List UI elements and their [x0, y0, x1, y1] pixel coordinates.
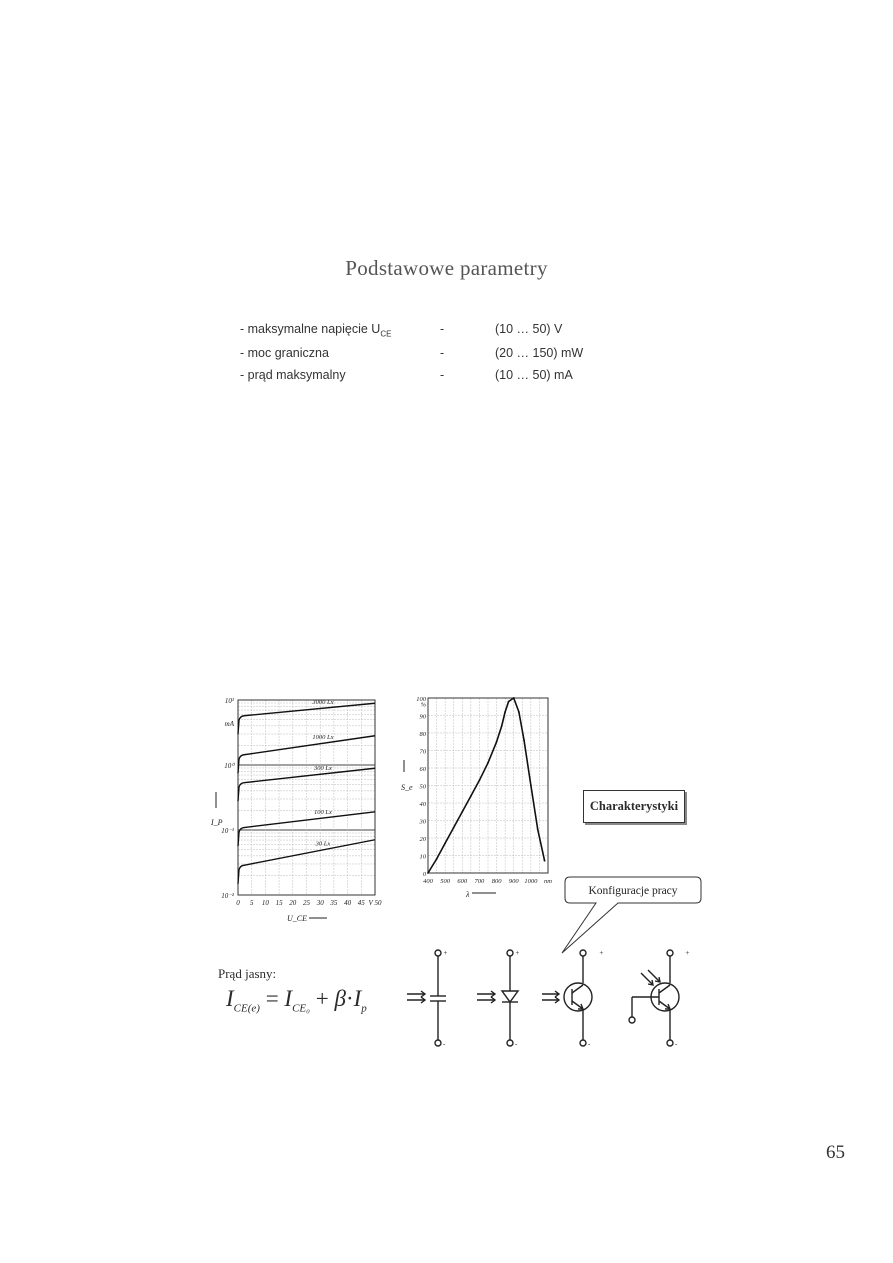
series-label: 3000 Lx	[312, 699, 334, 707]
param-label: - prąd maksymalny	[240, 368, 346, 382]
x-tick-label: 800	[491, 878, 502, 885]
page-title: Podstawowe parametry	[345, 256, 548, 280]
data-point	[479, 779, 481, 781]
x-tick-label: V 50	[368, 899, 382, 907]
bright-current-formula: $I_{CE(e)} = I_{CE_0} + \beta\cdot I_p$	[226, 986, 367, 1015]
y-tick-label: 0	[422, 871, 426, 878]
series-label: 30 Lx	[315, 840, 331, 848]
param-label: - maksymalne napięcie $U_{CE}$	[240, 322, 392, 339]
x-tick-label: 600	[457, 878, 468, 885]
data-point	[544, 860, 546, 862]
x-tick-label: 40	[344, 899, 352, 907]
series-label: 1000 Lx	[312, 734, 334, 742]
series-line	[238, 812, 375, 846]
y-tick-label: 20	[419, 836, 426, 843]
x-tick-label: 400	[423, 878, 433, 885]
y-tick-label: 40	[419, 801, 426, 808]
y-tick-label: 10⁰	[224, 762, 234, 770]
x-tick-label: 25	[303, 899, 310, 907]
output-characteristic-chart	[205, 690, 405, 935]
configurations-label: Konfiguracje pracy	[588, 885, 678, 897]
data-point	[501, 725, 503, 727]
bright-current-label: Prąd jasny:	[218, 966, 277, 981]
x-axis-label: λ	[466, 890, 470, 899]
x-tick-label: 45	[357, 899, 365, 907]
page-number: 65	[826, 1142, 845, 1163]
y-tick-label: 30	[419, 818, 426, 826]
data-point	[453, 827, 455, 829]
phototransistor-symbol	[542, 950, 592, 1046]
param-dash: -	[440, 368, 445, 382]
phototransistor-base-symbol	[629, 950, 679, 1046]
data-point	[427, 872, 429, 874]
series-label: 300 Lx	[314, 764, 332, 772]
x-tick-label: 0	[236, 899, 240, 907]
data-point	[518, 711, 520, 713]
data-point	[523, 739, 525, 741]
y-axis-label: S_e	[401, 783, 413, 792]
y-unit-label: %	[420, 701, 426, 709]
y-tick-label: 70	[419, 748, 426, 756]
series-label: 100 Lx	[314, 808, 332, 816]
param-dash: -	[440, 322, 445, 336]
characteristics-label: Charakterystyki	[583, 790, 685, 823]
data-point	[530, 785, 532, 787]
x-tick-label: 30	[316, 899, 324, 907]
param-dash: -	[440, 346, 445, 360]
svg-text:+: +	[599, 949, 604, 957]
x-tick-label: nm	[544, 878, 552, 885]
y-tick-label: 10¹	[224, 697, 234, 705]
x-tick-label: 10	[261, 899, 269, 907]
data-point	[513, 697, 515, 699]
data-point	[508, 701, 510, 703]
y-tick-label: 10	[419, 853, 426, 861]
data-point	[436, 858, 438, 860]
y-tick-label: 10⁻¹	[221, 827, 234, 835]
y-tick-label: 100	[416, 696, 426, 703]
data-point	[537, 828, 539, 830]
data-point	[496, 741, 498, 743]
y-tick-label: 10⁻²	[221, 892, 234, 900]
configurations-bubble	[560, 875, 710, 955]
svg-text:+: +	[685, 949, 690, 957]
svg-text:-: -	[675, 1040, 678, 1048]
data-point	[461, 811, 463, 813]
x-tick-label: 20	[289, 899, 297, 907]
data-point	[487, 762, 489, 764]
svg-text:-: -	[515, 1040, 518, 1048]
param-value: (10 … 50) mA	[495, 368, 573, 382]
y-tick-label: 80	[419, 731, 426, 738]
phototransistor-configurations	[395, 945, 705, 1055]
param-value: (10 … 50) V	[495, 322, 563, 336]
svg-text:-: -	[443, 1040, 446, 1048]
x-tick-label: 900	[508, 878, 519, 885]
y-unit-label: mA	[224, 720, 234, 728]
x-tick-label: 35	[330, 899, 338, 907]
param-label: - moc graniczna	[240, 346, 329, 360]
svg-text:+: +	[443, 949, 448, 957]
y-axis-label: I_P	[211, 818, 223, 827]
param-row	[240, 346, 660, 366]
x-tick-label: 1000	[524, 878, 538, 885]
param-row	[240, 322, 660, 342]
y-tick-label: 50	[419, 783, 426, 791]
x-tick-label: 500	[440, 878, 451, 885]
svg-text:-: -	[588, 1040, 591, 1048]
param-row	[240, 368, 660, 388]
param-value: (20 … 150) mW	[495, 346, 584, 360]
svg-text:+: +	[515, 949, 520, 957]
photodiode-symbol	[477, 950, 518, 1046]
x-axis-label: U_CE	[287, 914, 307, 923]
x-tick-label: 5	[249, 899, 254, 907]
data-point	[470, 795, 472, 797]
x-tick-label: 700	[474, 878, 485, 885]
data-point	[444, 842, 446, 844]
y-tick-label: 60	[419, 766, 426, 773]
x-tick-label: 15	[275, 899, 283, 907]
y-tick-label: 90	[419, 713, 426, 721]
photocapacitor-symbol	[407, 950, 446, 1046]
data-point	[504, 711, 506, 713]
spectral-sensitivity-chart	[398, 690, 573, 910]
